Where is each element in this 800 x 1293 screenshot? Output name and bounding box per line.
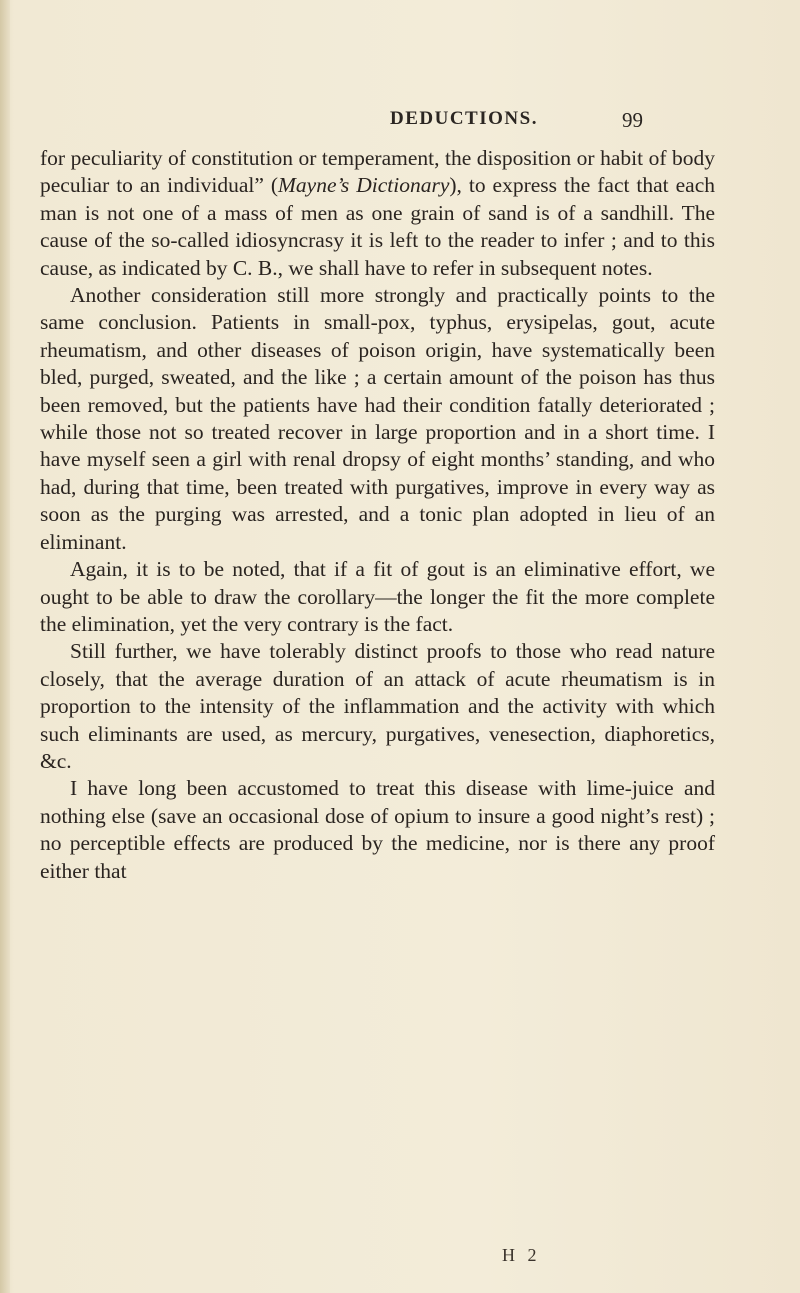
paragraph-1-text-b: ), to express the fact that each man is not one of a mass of men as one grain of sand is of a sandhill. The cause of the so-called idiosyncrasy it is left to the reader to infer ; and to this cause, as indicated by C. B., we shall have to refer in subsequent notes. bbox=[40, 173, 716, 280]
page-number: 99 bbox=[622, 108, 643, 132]
paragraph-1-text-a: for peculiarity of constitution or temperament, the disposition or habit of body peculiar to an individual” ( bbox=[40, 146, 715, 198]
running-head: DEDUCTIONS. bbox=[390, 108, 538, 129]
paragraph-1 bbox=[40, 145, 715, 282]
citation-title: Mayne’s Dictionary bbox=[278, 173, 450, 198]
body-text bbox=[40, 145, 715, 885]
paragraph-4: Still further, we have tolerably distinct proofs to those who read nature closely, that the average duration of an attack of acute rheumatism is in proportion to the intensity of the inflammation and the activity with which such eliminants are used, as mercury, purgatives, venesection, diaphoretics, &c. bbox=[40, 639, 715, 773]
page-header bbox=[0, 108, 800, 134]
signature-mark: H 2 bbox=[502, 1245, 541, 1265]
paragraph-5: I have long been accustomed to treat this disease with lime-juice and nothing else (save an occasional dose of opium to insure a good night’s rest) ; no perceptible effects are produced by the medicine, nor is there any proof either that bbox=[40, 776, 715, 883]
paragraph-3: Again, it is to be noted, that if a fit of gout is an eliminative effort, we ought to be able to draw the corollary—the longer the fit the more complete the elimination, yet the very contrary is the fact. bbox=[40, 557, 715, 636]
page-gutter bbox=[0, 0, 10, 1293]
paragraph-2: Another consideration still more strongly and practically points to the same conclusion. Patients in small-pox, typhus, erysipelas, gout, acute rheumatism, and other diseases of poison origin, have systematically been bled, purged, sweated, and the like ; a certain amount of the poison has thus been removed, but the patients have had their condition fatally deteriorated ; while those not so treated recover in large proportion and in a short time. I have myself seen a girl with renal dropsy of eight months’ standing, and who had, during that time, been treated with purgatives, improve in every way as soon as the purging was arrested, and a tonic plan adopted in lieu of an eliminant. bbox=[40, 283, 715, 554]
